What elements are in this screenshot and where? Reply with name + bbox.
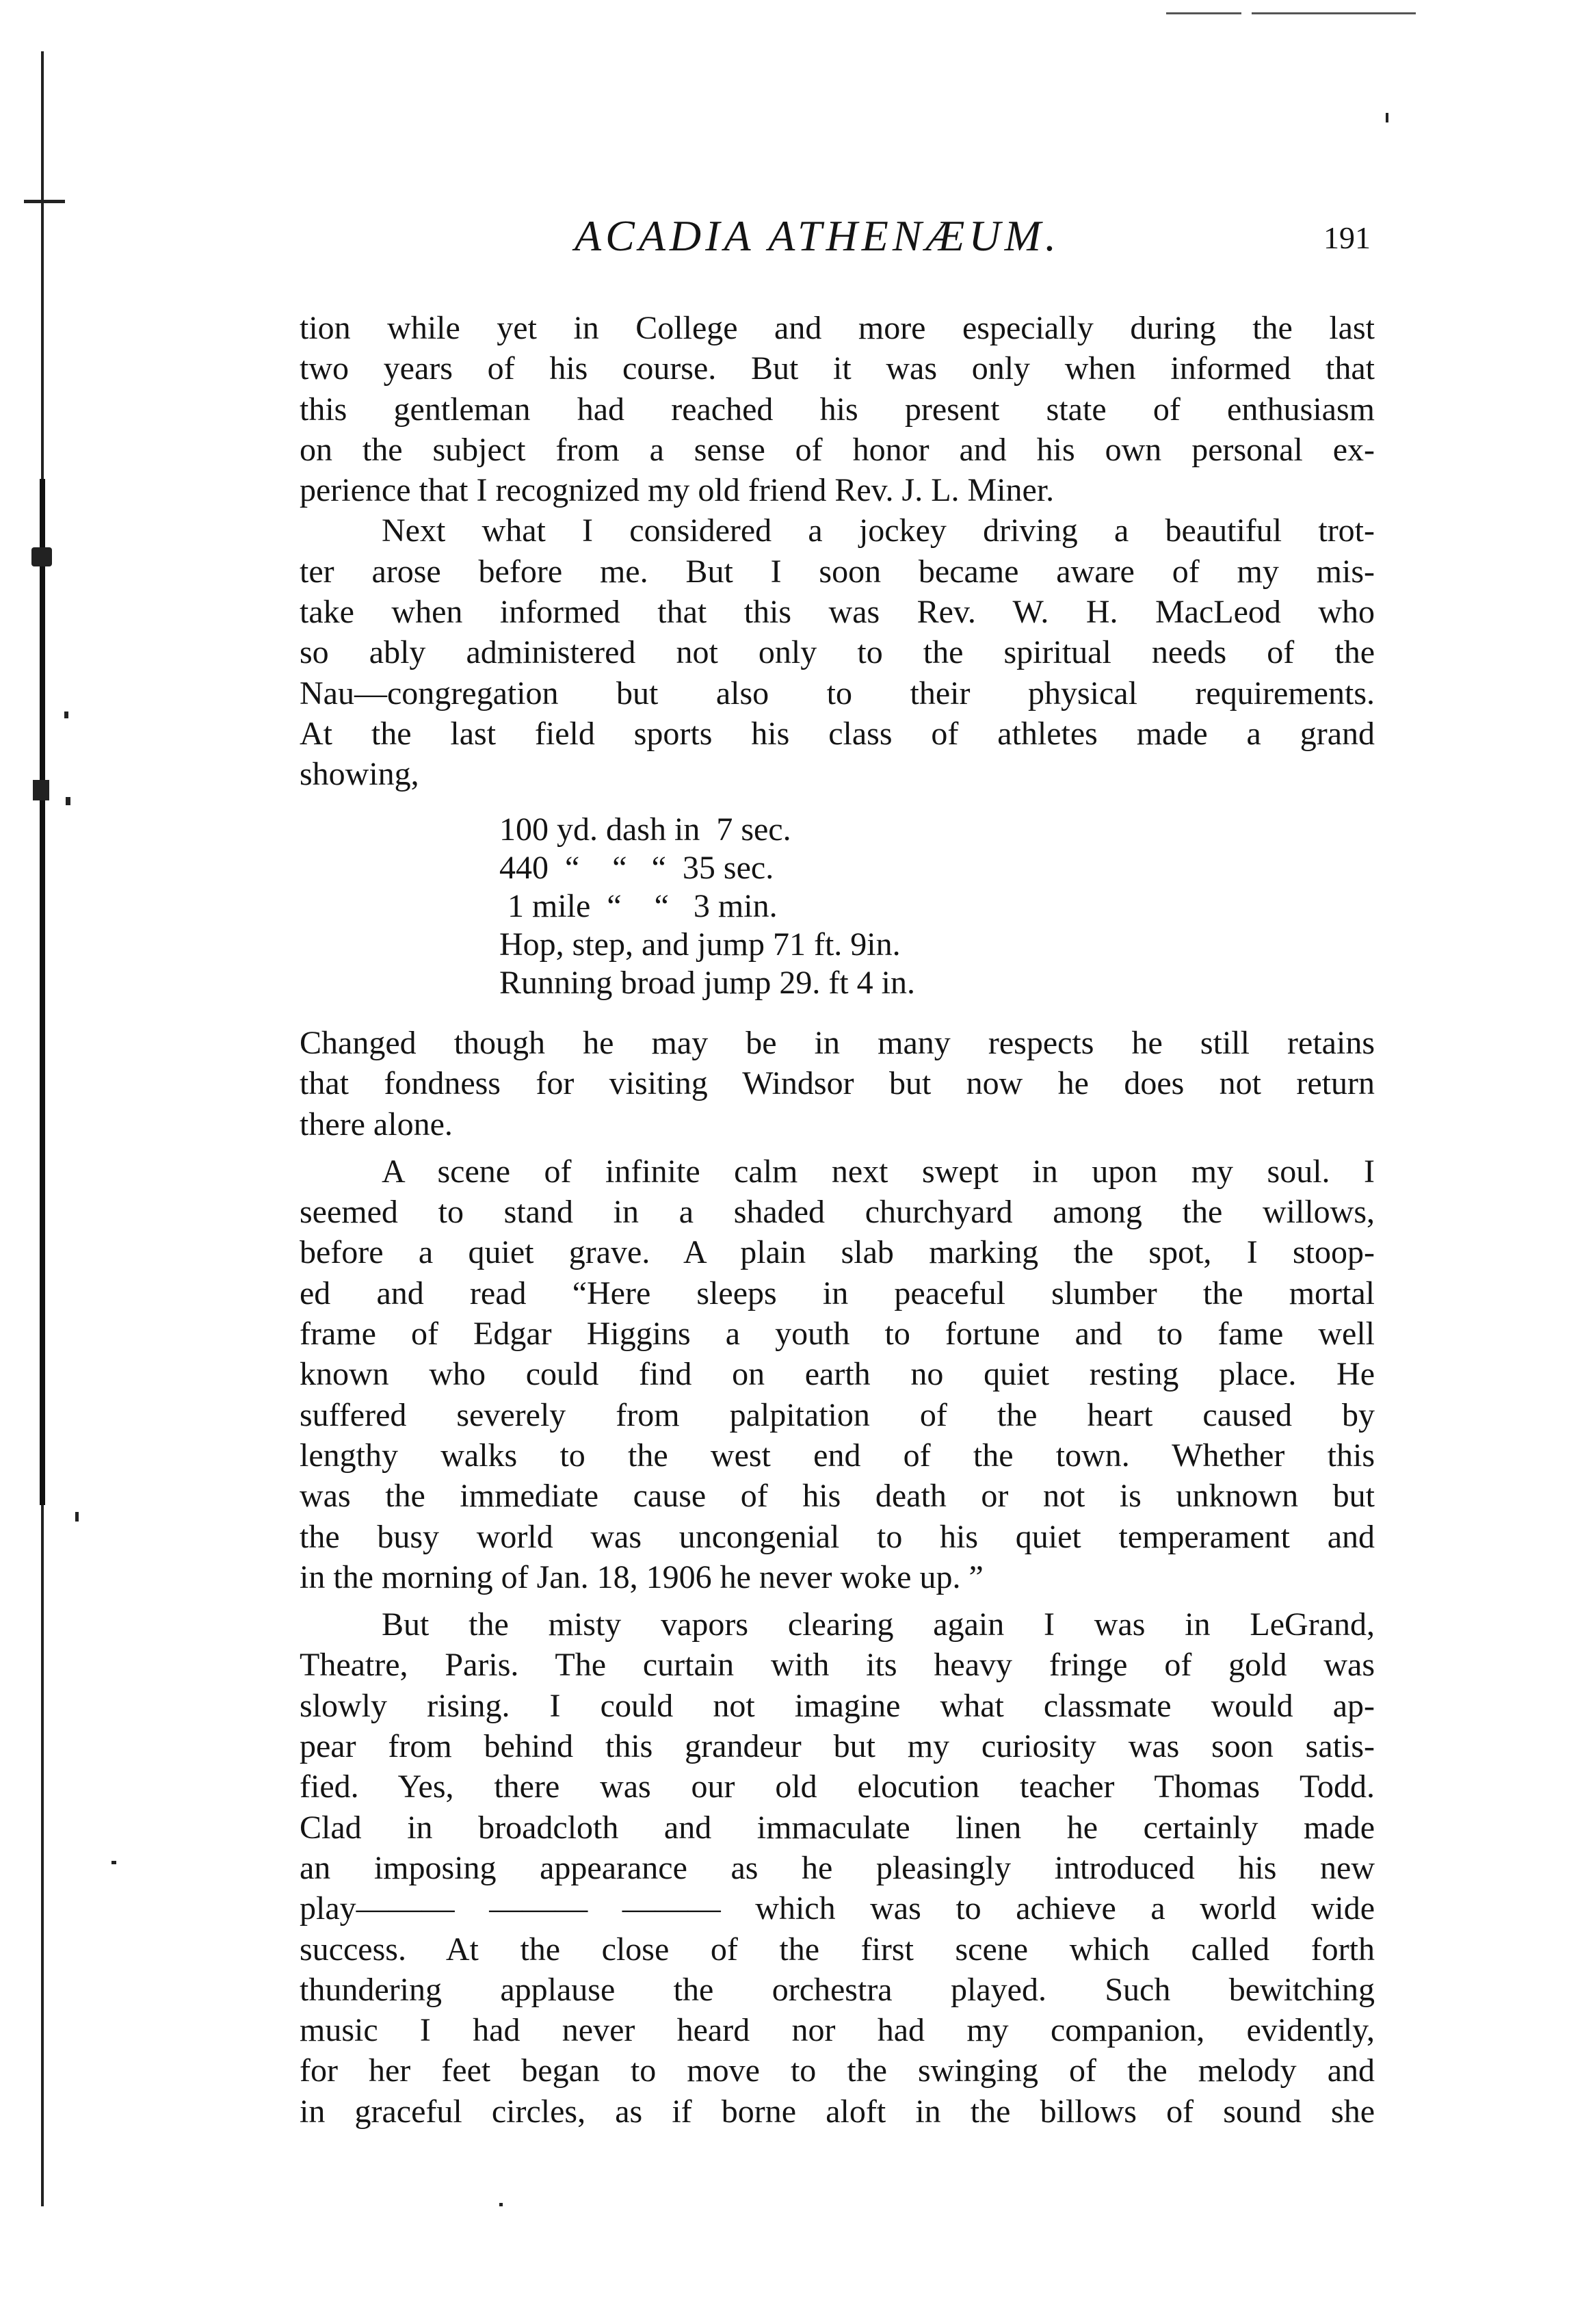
text-line: perience that I recognized my old friend Rev. J. L. Miner. [300, 472, 1055, 509]
text-line: Clad in broadcloth and immaculate linen he certainly made [300, 1809, 1375, 1846]
speck-mark [66, 797, 70, 805]
text-line: that fondness for visiting Windsor but now he does not return [300, 1065, 1375, 1102]
speck-mark [64, 711, 68, 718]
text-line: in the morning of Jan. 18, 1906 he never woke up. ” [300, 1558, 984, 1595]
text-line: ed and read “Here sleeps in peaceful slumber the mortal [300, 1275, 1375, 1311]
text-line: frame of Edgar Higgins a youth to fortune and to fame well [300, 1316, 1375, 1353]
text-line: But the misty vapors clearing again I was in LeGrand, [382, 1606, 1375, 1643]
speck-mark [111, 1861, 116, 1864]
text-line: success. At the close of the first scene which called forth [300, 1931, 1375, 1968]
paragraph [300, 510, 1375, 794]
text-line: known who could find on earth no quiet resting place. He [300, 1356, 1375, 1393]
list-item: 1 mile “ “ 3 min. [499, 888, 778, 924]
text-line: take when informed that this was Rev. W. H. MacLeod who [300, 594, 1375, 631]
text-line: suffered severely from palpitation of the heart caused by [300, 1396, 1375, 1433]
text-line: on the subject from a sense of honor and his own personal ex- [300, 431, 1375, 468]
text-line: seemed to stand in a shaded churchyard among the willows, [300, 1194, 1375, 1231]
binding-edge-shadow [40, 479, 45, 1505]
paragraph [300, 308, 1375, 510]
text-line: ter arose before me. But I soon became aware of my mis- [300, 553, 1375, 590]
text-line: music I had never heard nor had my companion, evidently, [300, 2012, 1375, 2049]
text-line: Next what I considered a jockey driving a beautiful trot- [382, 512, 1375, 549]
list-item: 440 “ “ “ 35 sec. [499, 850, 774, 886]
text-line: thundering applause the orchestra played. Such bewitching [300, 1971, 1375, 2008]
binding-tick-mark [31, 547, 52, 566]
text-line: Changed though he may be in many respects he still retains [300, 1025, 1375, 1061]
text-line: A scene of infinite calm next swept in upon my soul. I [382, 1153, 1375, 1190]
text-block-bottom [300, 1023, 1375, 2132]
text-line: slowly rising. I could not imagine what classmate would ap- [300, 1687, 1375, 1724]
text-line: the busy world was uncongenial to his quiet temperament and [300, 1518, 1375, 1555]
speck-mark [499, 2203, 503, 2206]
text-line: so ably administered not only to the spiritual needs of the [300, 634, 1375, 671]
text-block-top [300, 308, 1375, 795]
text-line: tion while yet in College and more especially during the last [300, 310, 1375, 346]
text-line: showing, [300, 756, 419, 793]
text-line: Theatre, Paris. The curtain with its heavy fringe of gold was [300, 1647, 1375, 1684]
paragraph [300, 1604, 1375, 2132]
paragraph [300, 1151, 1375, 1597]
page-number: 191 [1323, 220, 1371, 255]
text-line: for her feet began to move to the swinging of the melody and [300, 2052, 1375, 2089]
text-line: an imposing appearance as he pleasingly introduced his new [300, 1849, 1375, 1886]
field-sports-results-list [499, 811, 1115, 1002]
speck-mark [75, 1512, 79, 1522]
text-line: lengthy walks to the west end of the town. Whether this [300, 1437, 1375, 1474]
paragraph [300, 1023, 1375, 1145]
list-item: 100 yd. dash in 7 sec. [499, 811, 791, 848]
text-line: two years of his course. But it was only when informed that [300, 350, 1375, 387]
text-line: in graceful circles, as if borne aloft in the billows of sound she [300, 2093, 1375, 2130]
text-line: this gentleman had reached his present state of enthusiasm [300, 391, 1375, 428]
text-line: before a quiet grave. A plain slab marking the spot, I stoop- [300, 1234, 1375, 1271]
text-line: was the immediate cause of his death or not is unknown but [300, 1478, 1375, 1515]
binding-tick-mark [24, 200, 65, 203]
text-line: Nau—congregation but also to their physical requirements. [300, 675, 1375, 711]
text-line: At the last field sports his class of athletes made a grand [300, 715, 1375, 752]
speck-mark [1386, 113, 1388, 122]
binding-tick-mark [33, 780, 49, 800]
running-title: ACADIA ATHENÆUM. [575, 211, 1060, 260]
list-item: Hop, step, and jump 71 ft. 9in. [499, 926, 901, 963]
text-line: pear from behind this grandeur but my curiosity was soon satis- [300, 1728, 1375, 1765]
text-line: play——— ——— ——— which was to achieve a world wide [300, 1890, 1375, 1927]
top-edge-dash [1252, 12, 1416, 14]
text-line: fied. Yes, there was our old elocution teacher Thomas Todd. [300, 1768, 1375, 1805]
text-line: there alone. [300, 1106, 453, 1143]
list-item: Running broad jump 29. ft 4 in. [499, 965, 915, 1001]
top-edge-dash [1166, 12, 1241, 14]
